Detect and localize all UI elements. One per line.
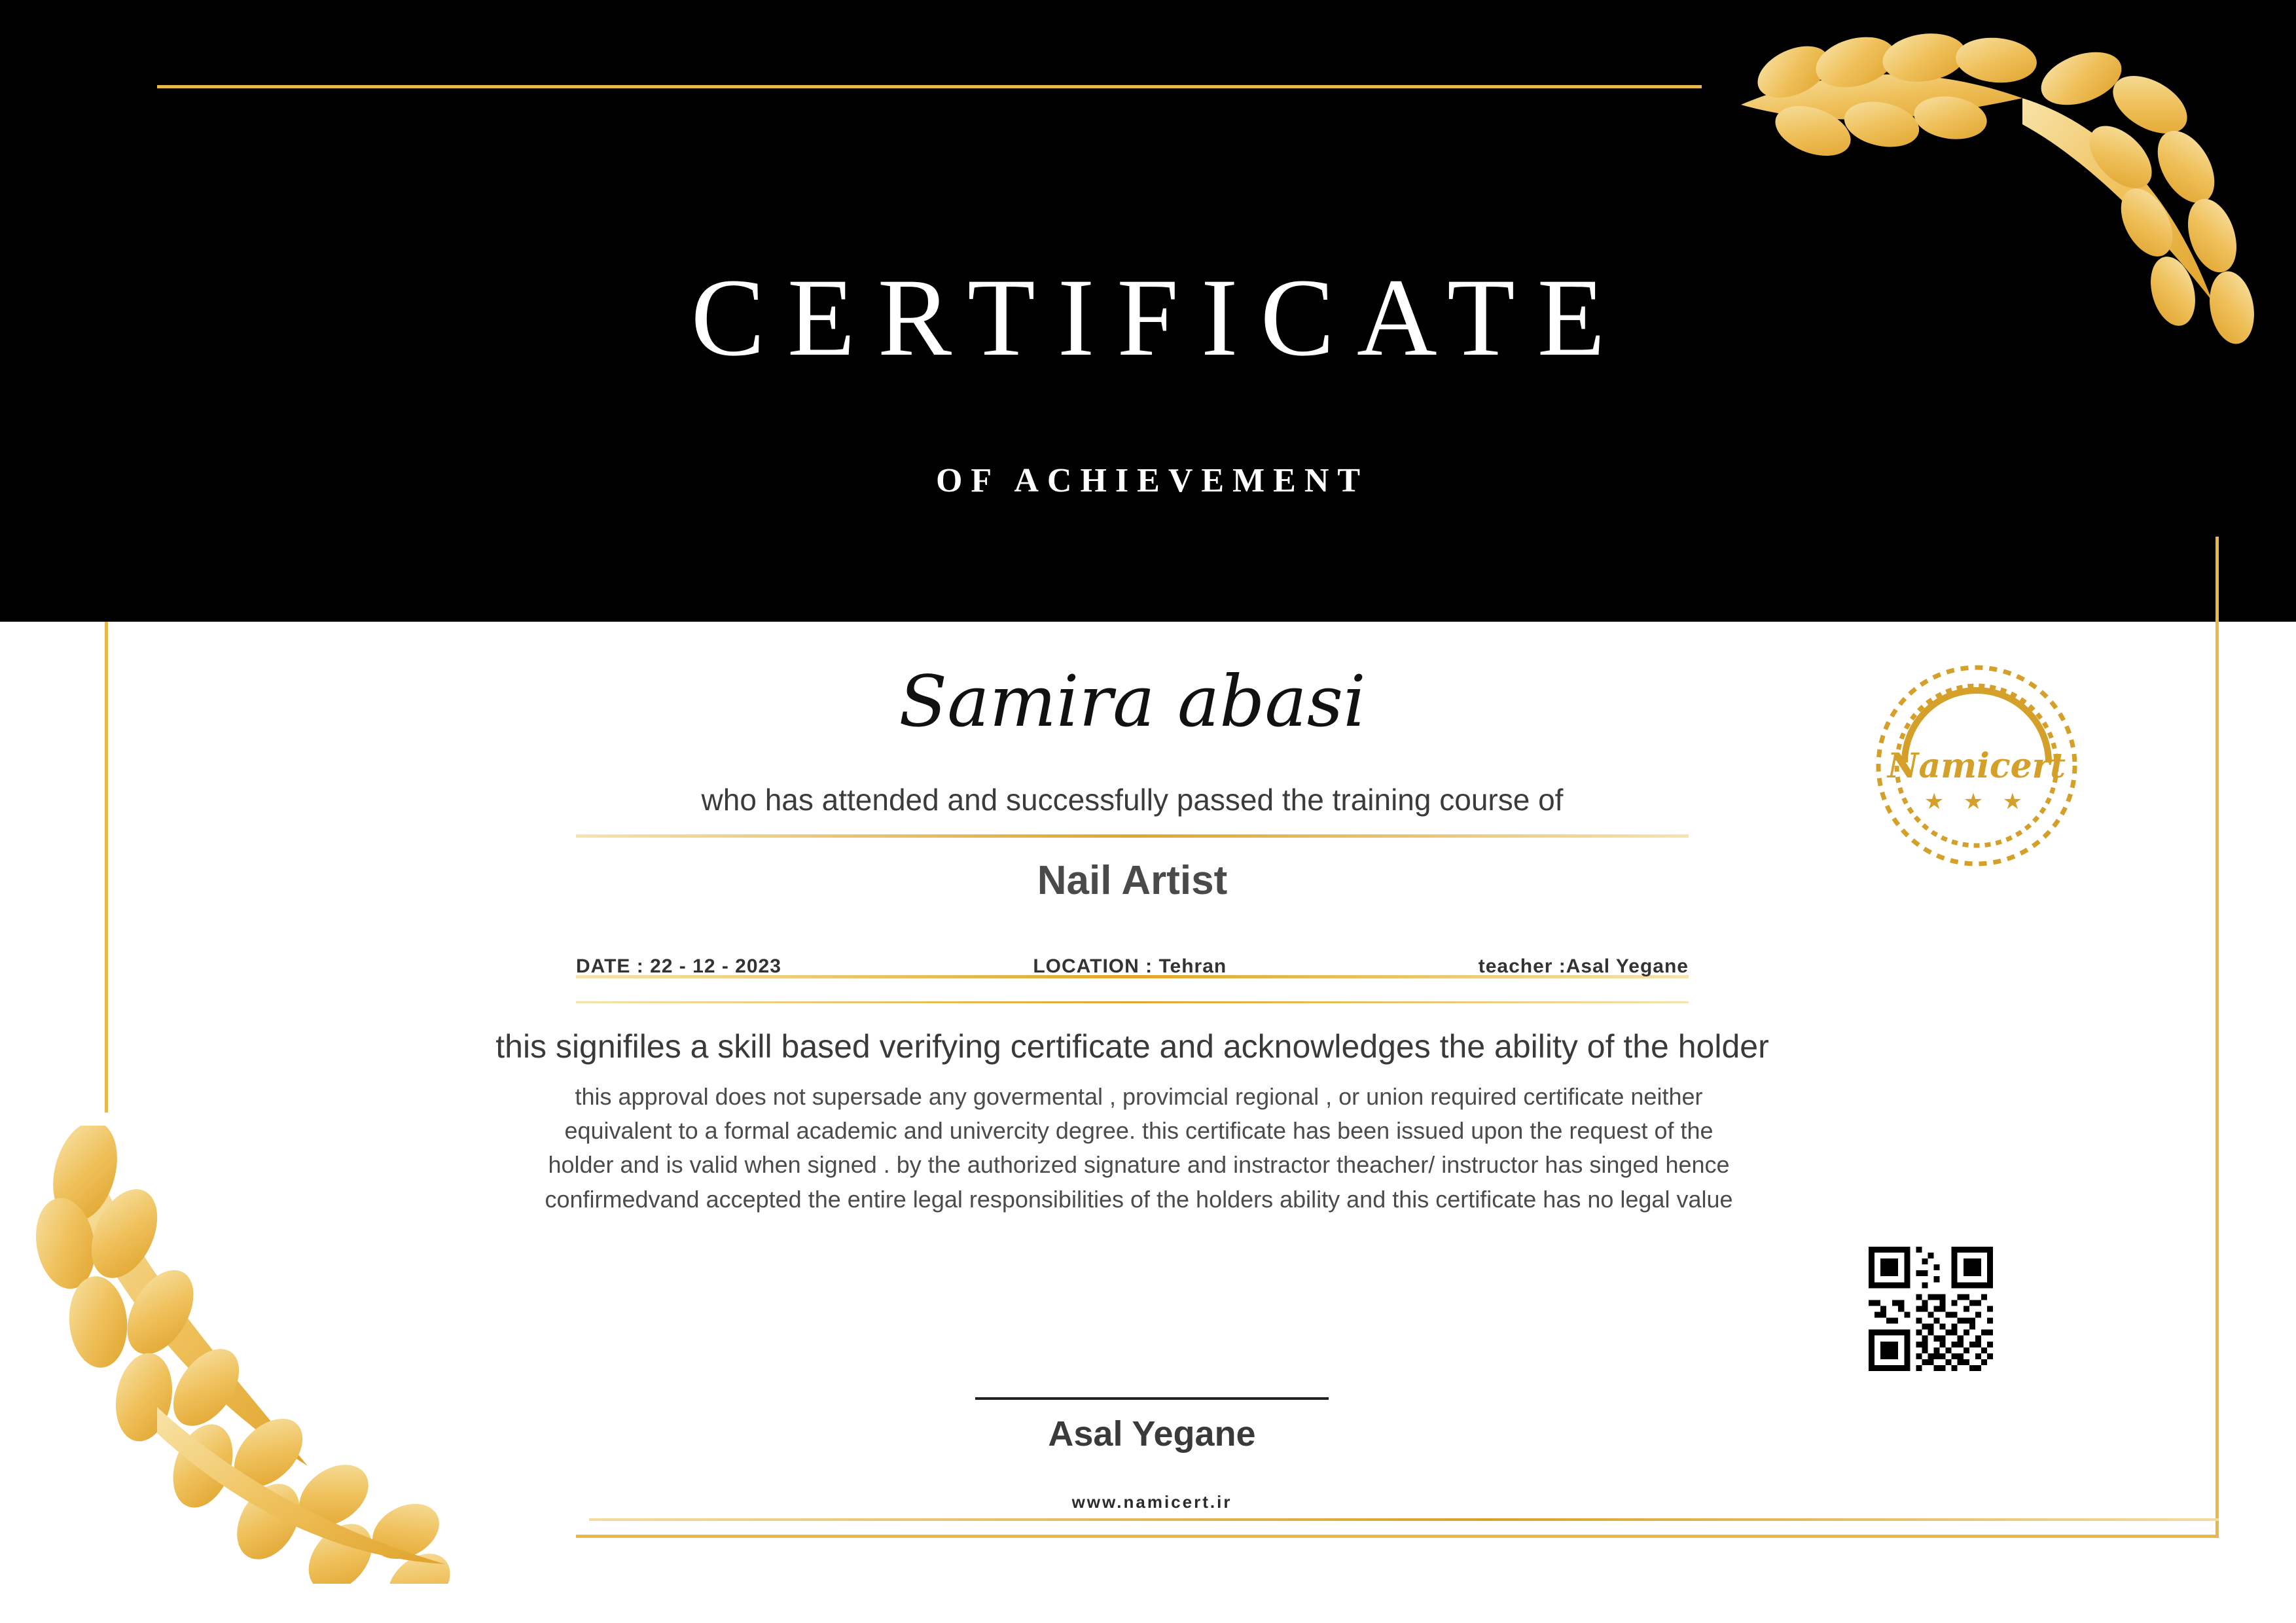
laurel-leaves-icon: [26, 1126, 576, 1584]
meta-row: [576, 955, 1689, 978]
course-name: Nail Artist: [1037, 858, 1228, 903]
award-seal-icon: [1859, 648, 2094, 883]
recipient-name: Samira abasi: [899, 661, 1366, 743]
divider-top: [576, 834, 1689, 838]
certificate-subtitle: OF ACHIEVEMENT: [935, 462, 1369, 499]
attended-line: who has attended and successfully passed the training course of: [701, 783, 1564, 817]
laurel-leaves-icon: [1715, 26, 2291, 484]
disclaimer-text: this approval does not supersade any govermental , provimcial regional , or union required certificate neither equivalent to a formal academic and univercity degree. this certificate has been issued upon the request of the holder and is valid when signed . by the authorized signature and instractor theacher/ instructor has singed hence confirmedvand accepted the entire legal responsibilities of the holders ability and this certificate has no legal value: [545, 1083, 1733, 1213]
website-url: www.namicert.ir: [1071, 1492, 1232, 1512]
seal-stars: ★ ★ ★: [1924, 789, 2030, 814]
divider-bottom: [576, 1001, 1689, 1003]
certificate-title: CERTIFICATE: [691, 256, 1628, 379]
teacher-value: teacher :Asal Yegane: [1478, 955, 1689, 977]
statement-text: this signifiles a skill based verifying certificate and acknowledges the ability of the holder: [495, 1028, 1769, 1065]
bottom-divider: [589, 1518, 2219, 1521]
qr-code-icon: [1869, 1247, 1993, 1371]
signature-line: [975, 1397, 1329, 1400]
location-value: LOCATION : Tehran: [1033, 955, 1227, 977]
signer-name: Asal Yegane: [1048, 1414, 1256, 1454]
date-value: DATE : 22 - 12 - 2023: [576, 955, 781, 977]
seal-brand: Namicert: [1887, 746, 2066, 786]
